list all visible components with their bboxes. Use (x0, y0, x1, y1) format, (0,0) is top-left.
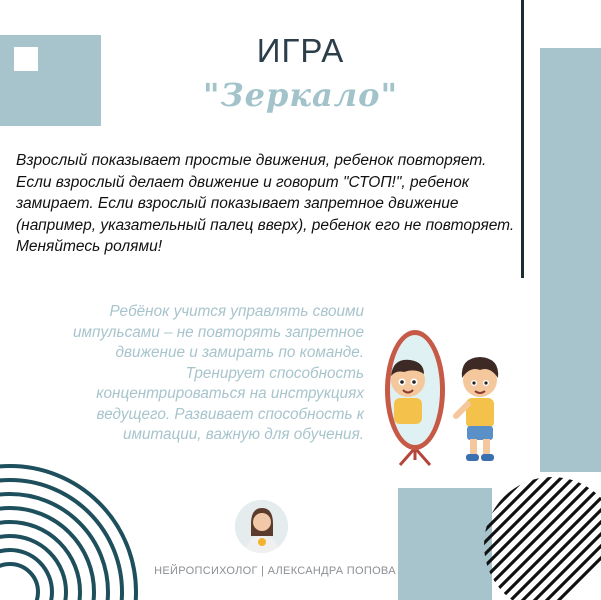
author-avatar (235, 500, 288, 553)
child-with-mirror-illustration (360, 320, 520, 470)
benefits-text: Ребёнок учится управлять своими импульсами – не повторять запретное движение и замирать по команде. Тренирует способность концентрироваться на инструкциях ведущего. Развивает способность к имитации, важную для обучения. (73, 303, 364, 443)
game-name-subtitle: "Зеркало" (202, 76, 399, 114)
author-portrait-icon (235, 500, 288, 553)
bottom-decor-block (398, 488, 492, 600)
striped-circle-decor (480, 455, 601, 600)
author-credit: НЕЙРОПСИХОЛОГ | АЛЕКСАНДРА ПОПОВА (154, 565, 396, 577)
page-title: ИГРА (256, 32, 345, 69)
game-rules-text: Взрослый показывает простые движения, ребенок повторяет. Если взрослый делает движение и говорит "СТОП!", ребенок замирает. Если взрослый показывает запретное движение (например, указательный палец вверх), ребенок его не повторяет. Меняйтесь ролями! (16, 152, 515, 255)
